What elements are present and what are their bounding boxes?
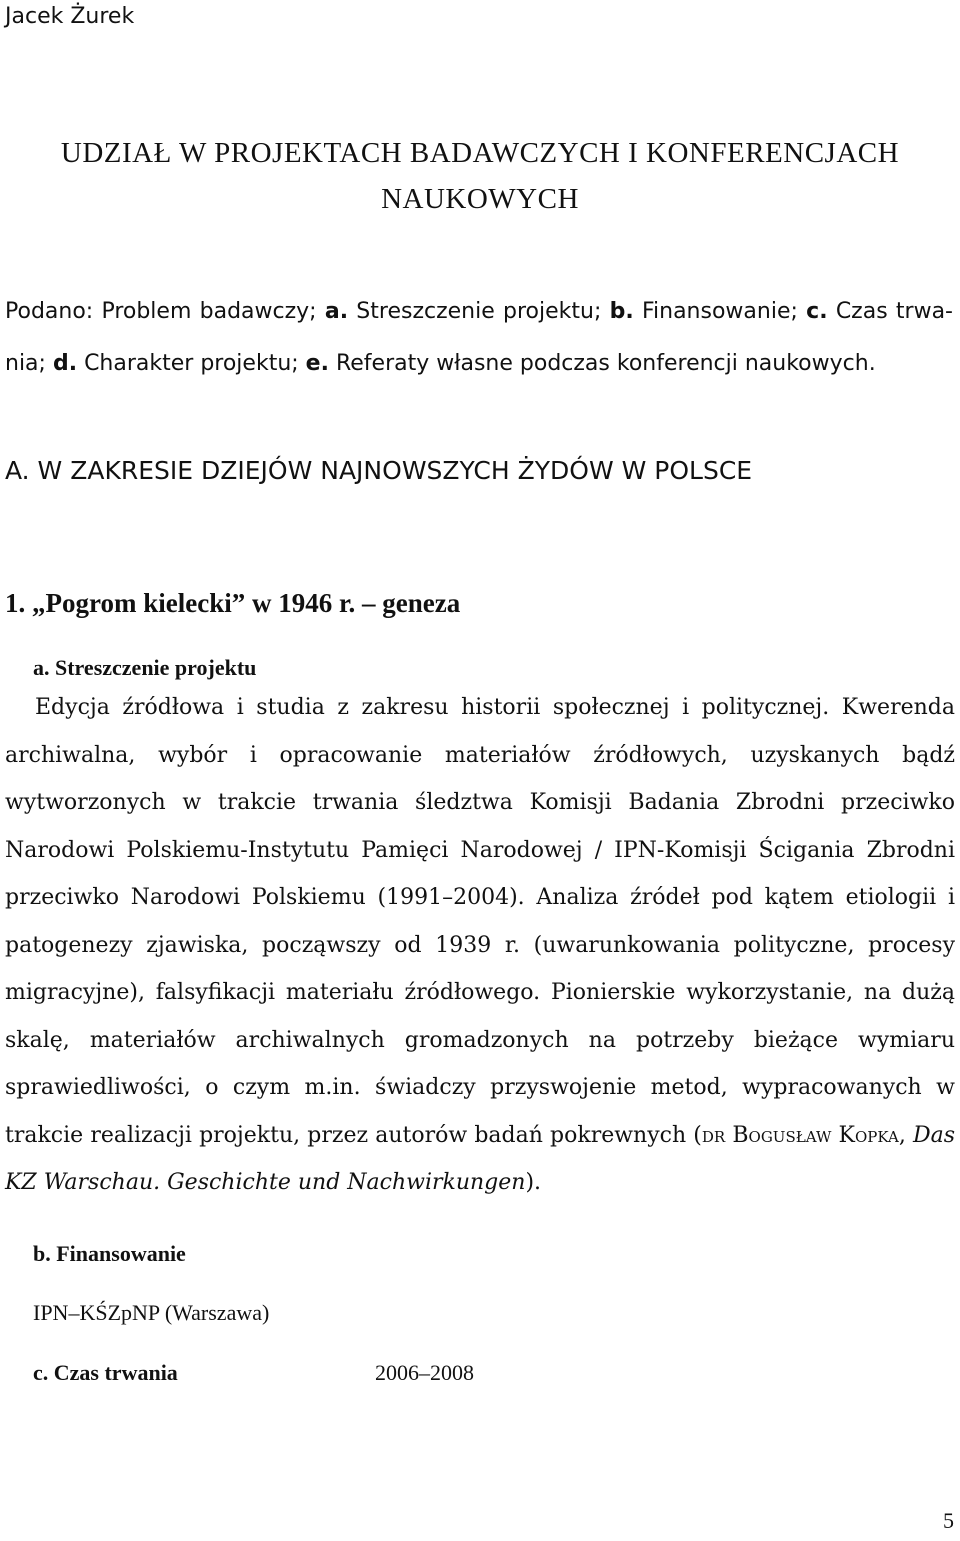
intro-a-label: a. (324, 299, 349, 324)
summary-cited-work: Das KZ Warschau. Geschichte und Nachwirkungen (5, 1122, 956, 1195)
intro-a-text: Streszczenie projektu; (356, 299, 602, 324)
intro-d-text: Charakter projektu; (84, 351, 299, 376)
item-1-heading: 1. „Pogrom kielecki” w 1946 r. – geneza (5, 588, 461, 618)
duration-value: 2006–2008 (375, 1360, 474, 1385)
intro-b-label: b. (609, 299, 634, 324)
item-1b-heading: b. Finansowanie (33, 1241, 186, 1266)
summary-separator: , (898, 1122, 913, 1148)
funding-value: IPN–KŚZpNP (Warszawa) (33, 1300, 270, 1325)
item-1a-heading: a. Streszczenie projektu (33, 655, 257, 680)
intro-b-text: Finansowanie; (641, 299, 798, 324)
intro-c-text: Czas trwa-nia; (5, 299, 953, 376)
intro-prefix: Podano: Problem badawczy; (5, 299, 317, 324)
intro-e-text: Referaty własne podczas konferencji naukowych. (335, 351, 876, 376)
summary-main-text: Edycja źródłowa i studia z zakresu historii społecznej i politycznej. Kwerenda archiwalna, wybór i opracowanie materiałów źródłowych, uzyskanych bądź wytworzonych w trakcie trwania śledztwa Komisji Badania Zbrodni przeciwko Narodowi Polskiemu-Instytutu Pamięci Narodowej / IPN-Komisji Ścigania Zbrodni przeciwko Narodowi Polskiemu (1991–2004). Analiza źródeł pod kątem etiologii i patogenezy zjawiska, począwszy od 1939 r. (uwarunkowania polityczne, procesy migracyjne), falsyfikacji materiału źródłowego. Pionierskie wykorzystanie, na dużą skalę, materiałów archiwalnych gromadzonych na potrzeby bieżące wymiaru sprawiedliwości, o czym m.in. świadczy przyswojenie metod, wypracowanych w trakcie realizacji projektu, przez autorów badań pokrewnych ( (5, 695, 955, 1148)
intro-d-label: d. (52, 351, 78, 376)
section-heading-a: A. W ZAKRESIE DZIEJÓW NAJNOWSZYCH ŻYDÓW W POLSCE (5, 456, 753, 485)
item-1c-heading: c. Czas trwania (33, 1360, 178, 1385)
summary-cited-author: dr Bogusław Kopka (701, 1122, 899, 1148)
intro-c-label: c. (806, 299, 828, 324)
document-title-line1: UDZIAŁ W PROJEKTACH BADAWCZYCH I KONFERENCJACH (60, 137, 900, 169)
intro-e-label: e. (305, 351, 329, 376)
page-number: 5 (943, 1508, 954, 1533)
author-name: Jacek Żurek (5, 4, 135, 29)
intro-paragraph (5, 286, 953, 390)
summary-end: ). (525, 1170, 542, 1195)
document-title-line2: NAUKOWYCH (381, 183, 579, 215)
project-summary-paragraph (5, 684, 955, 1207)
